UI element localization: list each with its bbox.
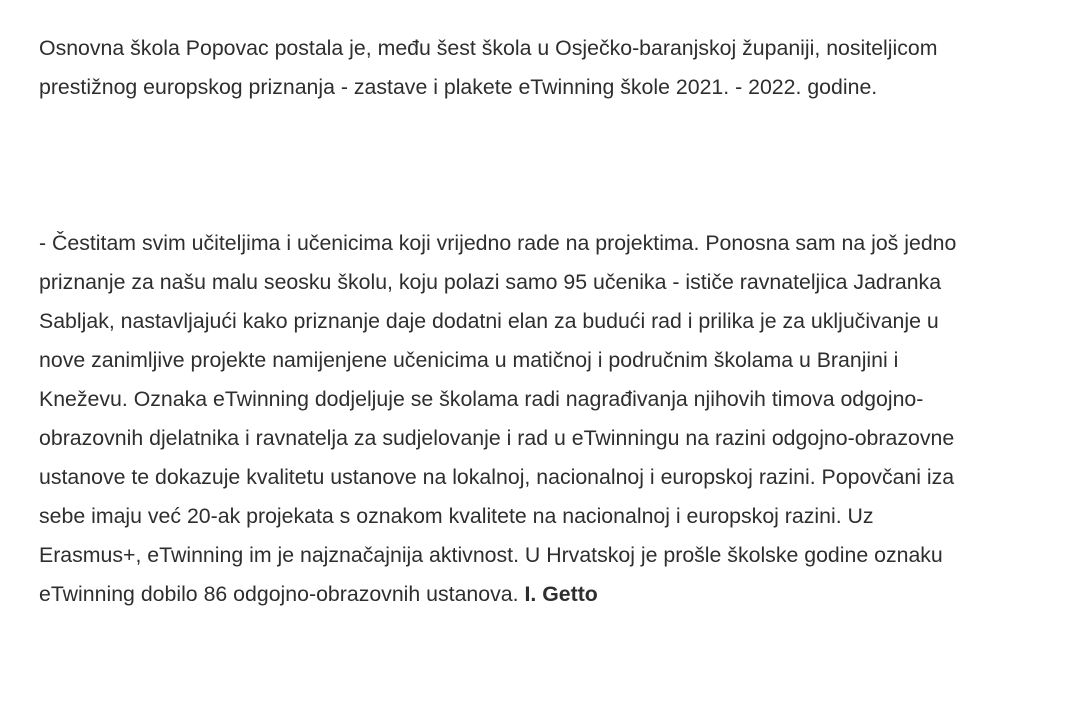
article-paragraph-intro: Osnovna škola Popovac postala je, među šest škola u Osječko-baranjskoj županiji, nositeljicom prestižnog europskog priznanja - zastave i plakete eTwinning škole 2021. - 2022. godine. xyxy=(39,36,938,99)
article-paragraph-text: - Čestitam svim učiteljima i učenicima koji vrijedno rade na projektima. Ponosna sam na još jedno priznanje za našu malu seosku školu, koju polazi samo 95 učenika - ističe ravnateljica Jadranka Sabljak, nastavljajući kako priznanje daje dodatni elan za budući rad i prilika je za uključivanje u nove zanimljive projekte namijenjene učenicima u matičnoj i područnim školama u Branjini i Kneževu. Oznaka eTwinning dodjeljuje se školama radi nagrađivanja njihovih timova odgojno-obrazovnih djelatnika i ravnatelja za sudjelovanje i rad u eTwinningu na razini odgojno-obrazovne ustanove te dokazuje kvalitetu ustanove na lokalnoj, nacionalnoj i europskoj razini. Popovčani iza sebe imaju već 20-ak projekata s oznakom kvalitete na nacionalnoj i europskoj razini. Uz Erasmus+, eTwinning im je najznačajnija aktivnost. U Hrvatskoj je prošle školske godine oznaku eTwinning dobilo 86 odgojno-obrazovnih ustanova. xyxy=(39,231,957,606)
article-paragraph-quote xyxy=(39,224,979,614)
article-author: I. Getto xyxy=(524,582,598,606)
article-body xyxy=(39,29,979,614)
